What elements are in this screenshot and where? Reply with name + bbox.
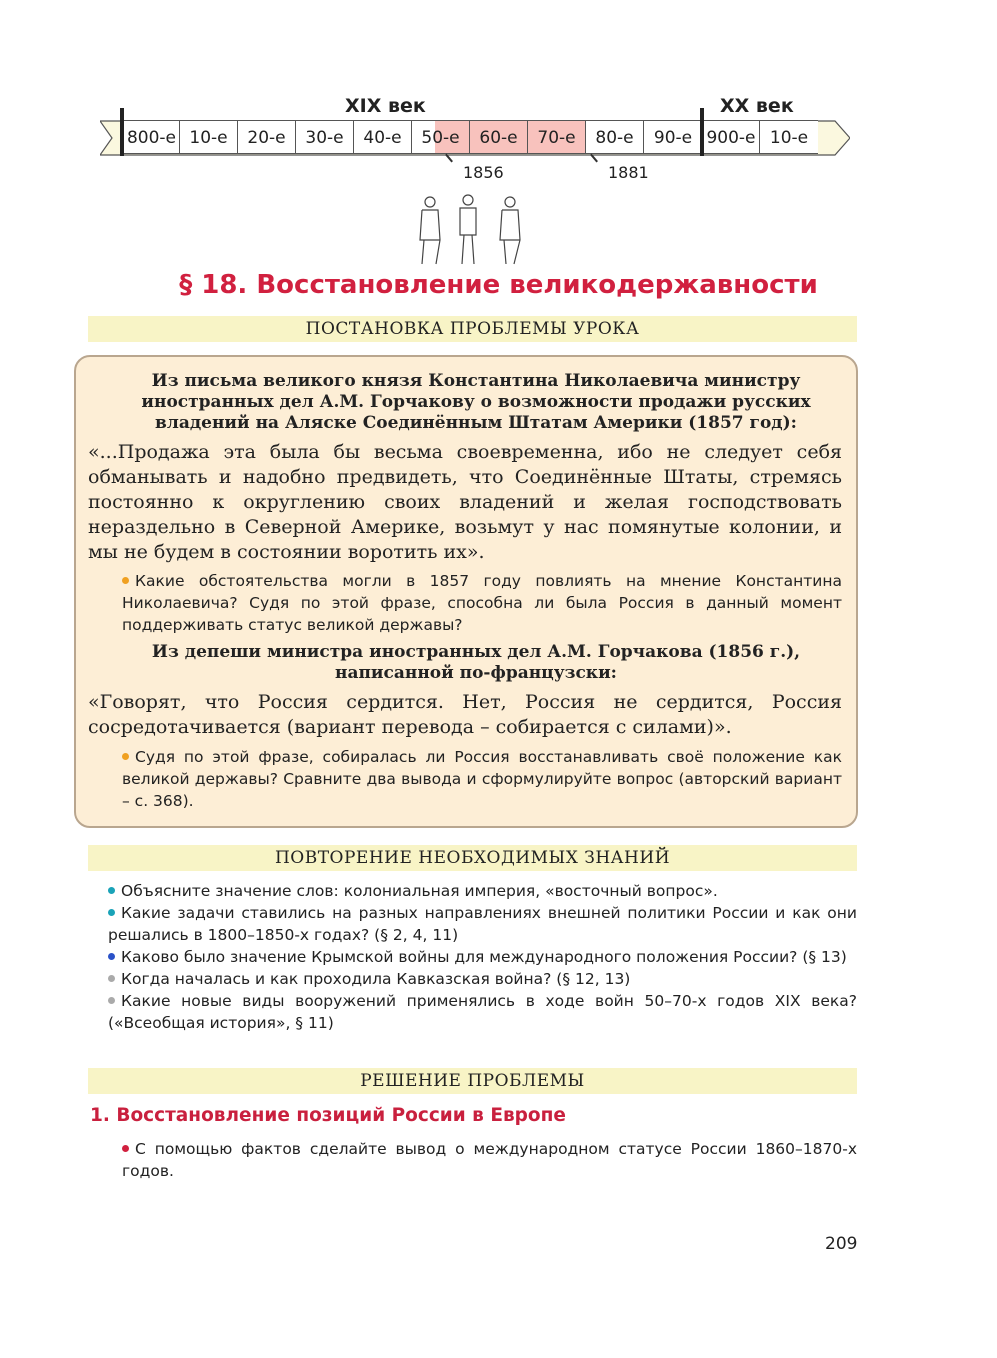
century-label-20: XX век [720,95,794,117]
timeline-cell: 90-е [644,120,703,154]
timeline-cell: 10-е [760,120,818,154]
task-text: С помощью фактов сделайте вывод о международном статусе России 1860–1870-х годов. [122,1140,857,1180]
review-text: Когда началась и как проходила Кавказская война? (§ 12, 13) [121,970,631,988]
question-1 [122,570,842,636]
bullet-icon [108,975,115,982]
page-title: § 18. Восстановление великодержавности [179,270,818,300]
timeline-cell: 10-е [180,120,238,154]
timeline-cell: 70-е [528,120,586,154]
source-heading-2: Из депеши министра иностранных дел А.М. Горчакова (1856 г.), написанной по-французски: [151,642,801,683]
bullet-icon [122,753,129,760]
timeline [100,120,850,156]
review-text: Какие новые виды вооружений применялись в ходе войн 50–70-х годов XIX века? («Всеобщая история», § 11) [108,992,857,1032]
timeline-cell: 800-е [124,120,180,154]
bullet-icon [108,887,115,894]
review-text: Объясните значение слов: колониальная империя, «восточный вопрос». [121,882,718,900]
bullet-icon [122,1145,129,1152]
sources-box [74,355,858,828]
century-divider [700,108,704,156]
review-item [108,902,857,946]
question-text: Судя по этой фразе, собиралась ли Россия восстанавливать своё положение как великой державы? Сравните два вывода и сформулируйте вопрос (авторский вариант – с. 368). [122,748,842,810]
review-text: Каково было значение Крымской войны для международного положения России? (§ 13) [121,948,847,966]
review-text: Какие задачи ставились на разных направлениях внешней политики России и как они решались в 1800–1850-х годах? (§ 2, 4, 11) [108,904,857,944]
review-item [108,880,857,902]
source-heading-1: Из письма великого князя Константина Николаевича министру иностранных дел А.М. Горчакову о возможности продажи русских владений на Аляске Соединённым Штатам Америки (1857 год): [141,371,811,433]
timeline-cell: 50-е [412,120,470,154]
timeline-cell: 40-е [354,120,412,154]
section-bar-problem: ПОСТАНОВКА ПРОБЛЕМЫ УРОКА [88,316,857,342]
question-2 [122,746,842,812]
marker-1881: 1881 [608,163,649,182]
review-item [108,990,857,1034]
bullet-icon [108,997,115,1004]
task [122,1138,857,1182]
review-item [108,946,857,968]
page-number: 209 [825,1234,858,1254]
timeline-cell: 20-е [238,120,296,154]
review-item [108,968,857,990]
timeline-cell: 900-е [703,120,760,154]
review-list [108,880,857,1034]
century-divider [120,108,124,156]
quote-2: «Говорят, что Россия сердится. Нет, Россия не сердится, Россия сосредотачивается (вариант перевода – собирается с силами)». [88,691,842,738]
quote-1: «...Продажа эта была бы весьма своевременна, ибо не следует себя обманывать и надобно предвидеть, что Соединённые Штаты, стремясь постоянно к округлению своих владений и желая господствовать нераздельно в Северной Америке, возьмут у нас помянутые колонии, и мы не будем в состоянии воротить их». [88,441,842,563]
subheading: 1. Восстановление позиций России в Европе [90,1105,566,1126]
bullet-icon [122,577,129,584]
timeline-cell: 60-е [470,120,528,154]
question-text: Какие обстоятельства могли в 1857 году повлиять на мнение Константина Николаевича? Судя по этой фразе, способна ли была Россия в данный момент поддерживать статус великой державы? [122,572,842,634]
bullet-icon [108,953,115,960]
marker-1856: 1856 [463,163,504,182]
section-bar-review: ПОВТОРЕНИЕ НЕОБХОДИМЫХ ЗНАНИЙ [88,845,857,871]
timeline-cell: 30-е [296,120,354,154]
timeline-cell: 80-е [586,120,644,154]
section-bar-solution: РЕШЕНИЕ ПРОБЛЕМЫ [88,1068,857,1094]
century-label-19: XIX век [345,95,426,117]
historical-figures-illustration [410,190,540,268]
bullet-icon [108,909,115,916]
